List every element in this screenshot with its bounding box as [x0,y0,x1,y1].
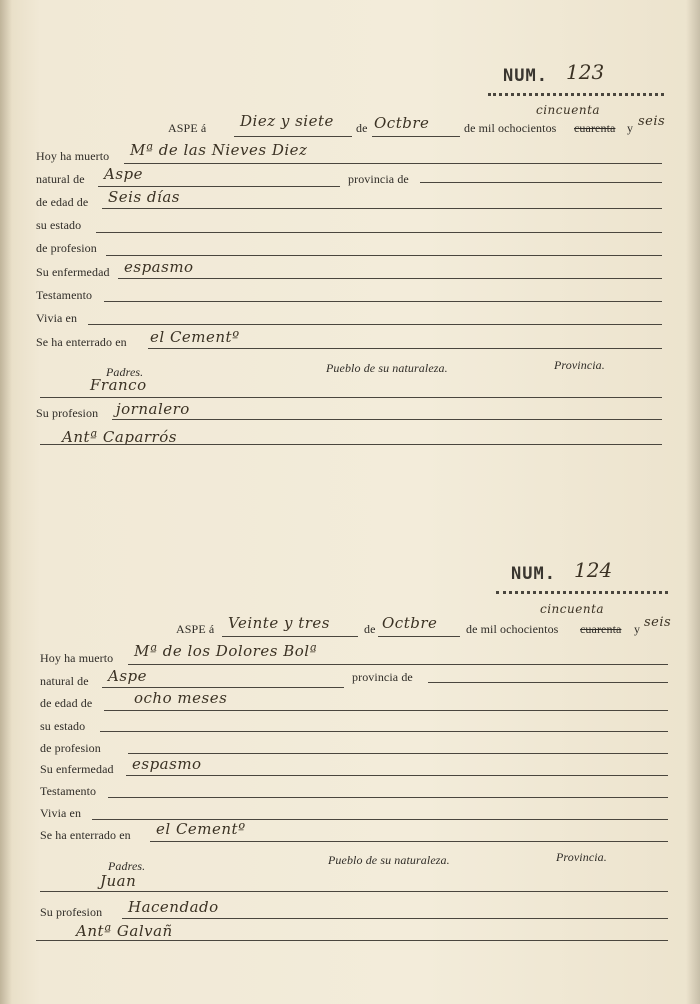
value-natural: Aspe [104,165,144,183]
value-deceased: Mª de los Dolores Bolª [134,642,318,660]
record-number-label: NUM. [511,564,556,584]
line-buried [150,841,668,842]
number-underline [496,591,668,594]
line-vivia [88,324,662,325]
label-su-estado: su estado [40,719,86,733]
date-day-line [234,136,352,137]
label-pueblo: Pueblo de su naturaleza. [326,361,448,375]
year-text: de mil ochocientos [464,121,557,135]
value-natural: Aspe [108,667,148,685]
record-number-label: NUM. [503,66,548,86]
value-buried: el Cementº [156,820,246,838]
date-day-line [222,636,358,637]
year-text: de mil ochocientos [466,622,559,636]
place-label: ASPE á [168,121,207,135]
year-units: seis [644,615,672,630]
label-testamento: Testamento [40,784,97,798]
year-added-above: cincuenta [540,602,605,616]
line-natural [102,687,344,688]
label-su-enfermedad: Su enfermedad [36,265,110,279]
value-age: ocho meses [134,689,228,707]
label-vivia-en: Vivia en [36,311,78,325]
line-father [40,891,668,892]
value-illness: espasmo [124,258,194,276]
record-number-value: 123 [566,60,605,84]
number-underline [488,93,664,96]
label-provincia: Provincia. [556,850,607,864]
line-profession [122,918,668,919]
label-vivia-en: Vivia en [40,806,82,820]
line-provincia [428,682,668,683]
line-profesion [106,255,662,256]
year-struck: cuarenta [574,121,616,135]
label-natural-de: natural de [40,674,89,688]
line-illness [118,278,662,279]
value-illness: espasmo [132,755,202,773]
line-provincia [420,182,662,183]
line-mother [36,940,668,941]
line-natural [98,186,340,187]
label-su-profesion: Su profesion [36,406,99,420]
value-profession: Hacendado [128,898,219,916]
label-natural-de: natural de [36,172,85,186]
label-su-profesion: Su profesion [40,905,103,919]
label-padres: Padres. [106,365,144,379]
date-de-label: de [364,622,376,636]
label-hoy-ha-muerto: Hoy ha muerto [36,149,110,163]
label-provincia-de: provincia de [352,670,413,684]
date-day: Diez y siete [240,112,334,130]
value-father: Juan [100,872,137,890]
year-struck: cuarenta [580,622,622,636]
value-age: Seis días [108,188,180,206]
binding-gutter [0,0,12,1004]
date-month-line [372,136,460,137]
label-testamento: Testamento [36,288,93,302]
line-age [102,208,662,209]
record-number-value: 124 [574,558,613,582]
label-pueblo: Pueblo de su naturaleza. [328,853,450,867]
line-estado [96,232,662,233]
label-padres: Padres. [108,859,146,873]
year-units: seis [638,114,666,129]
line-mother [40,444,662,445]
value-mother: Antª Galvañ [76,922,173,940]
date-month-line [378,636,460,637]
line-testamento [104,301,662,302]
label-su-estado: su estado [36,218,82,232]
date-de-label: de [356,121,368,135]
date-day: Veinte y tres [228,614,330,632]
value-deceased: Mª de las Nieves Diez [130,141,308,159]
line-estado [100,731,668,732]
date-month: Octbre [374,114,430,132]
label-hoy-ha-muerto: Hoy ha muerto [40,651,114,665]
page-edge-shadow [686,0,700,1004]
value-mother: Antª Caparrós [62,428,177,446]
label-de-profesion: de profesion [36,241,97,255]
line-testamento [108,797,668,798]
label-su-enfermedad: Su enfermedad [40,762,114,776]
label-se-ha-enterrado: Se ha enterrado en [40,828,131,842]
value-father: Franco [90,376,147,394]
label-se-ha-enterrado: Se ha enterrado en [36,335,127,349]
date-month: Octbre [382,614,438,632]
label-de-profesion: de profesion [40,741,101,755]
line-profession [112,419,662,420]
line-buried [148,348,662,349]
line-age [104,710,668,711]
line-deceased [128,664,668,665]
line-profesion [128,753,668,754]
label-provincia: Provincia. [554,358,605,372]
value-buried: el Cementº [150,328,240,346]
label-de-edad-de: de edad de [36,195,89,209]
label-provincia-de: provincia de [348,172,409,186]
year-added-above: cincuenta [536,103,601,117]
label-de-edad-de: de edad de [40,696,93,710]
place-label: ASPE á [176,622,215,636]
year-y: y [627,121,634,135]
value-profession: jornalero [116,400,190,418]
line-illness [126,775,668,776]
year-y: y [634,622,641,636]
line-father [40,397,662,398]
line-deceased [124,163,662,164]
